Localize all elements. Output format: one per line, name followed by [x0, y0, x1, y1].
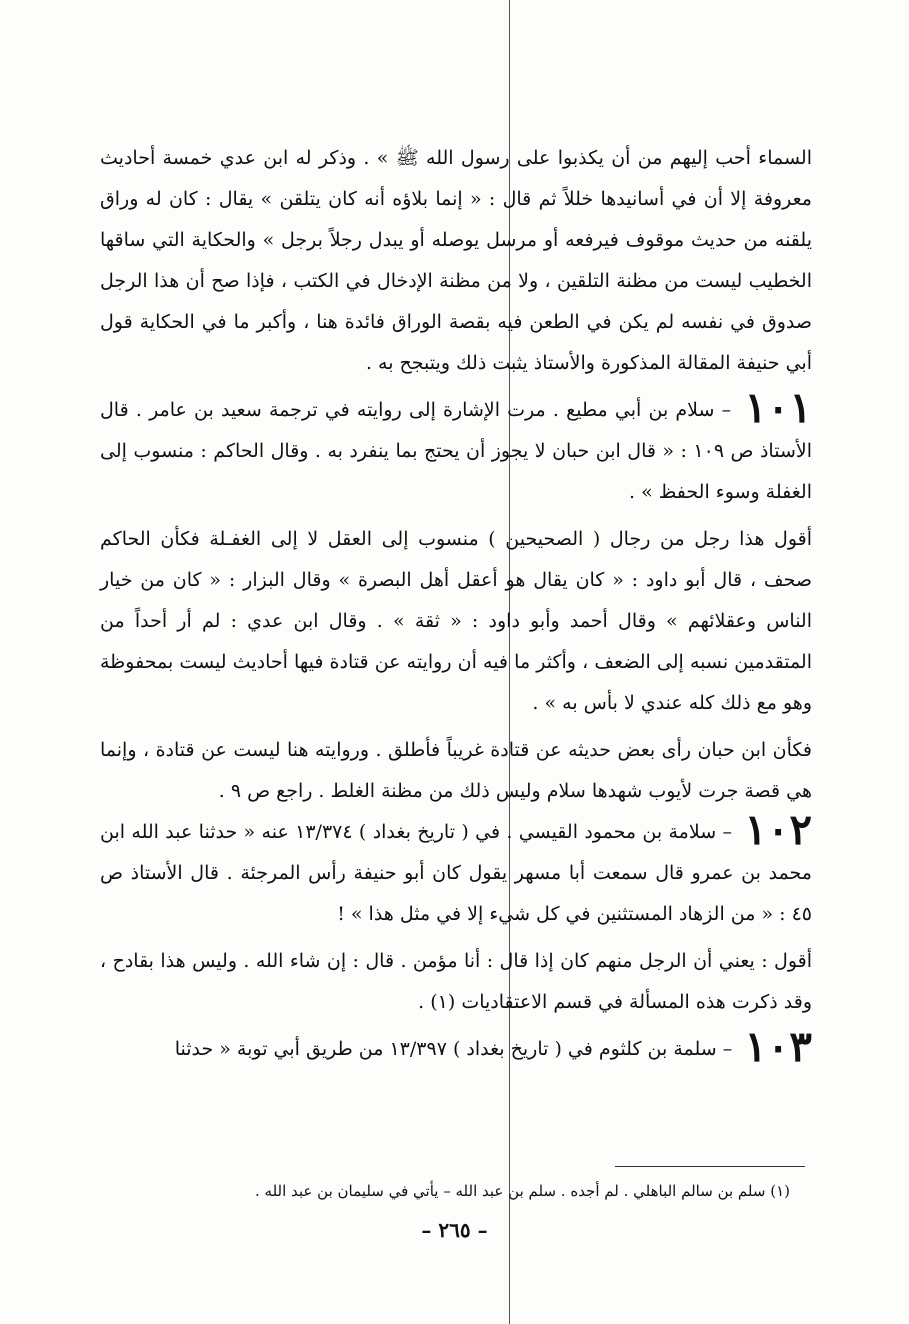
entry-number: ١٠١: [744, 383, 812, 432]
entry-101: [100, 383, 812, 513]
paragraph-text: – سلام بن أبي مطيع . مرت الإشارة إلى روايته في ترجمة سعيد بن عامر . قال الأستاذ ص ١٠٩ : « قال ابن حبان لا يجوز أن يحتج بما ينفرد به . وقال الحاكم : منسوب إلى الغفلة وسوء الحفظ » .: [100, 399, 812, 503]
entry-103: [100, 1022, 812, 1071]
page-number: – ٢٦٥ –: [421, 1218, 488, 1242]
paragraph-text: أقول : يعني أن الرجل منهم كان إذا قال : أنا مؤمن . قال : إن شاء الله . وليس هذا بقادح ، وقد ذكرت هذه المسألة في قسم الاعتقاديات (١) .: [100, 950, 812, 1013]
entry-number: ١٠٢: [744, 805, 813, 854]
paragraph-reply: [100, 941, 812, 1023]
entry-number: ١٠٣: [744, 1022, 812, 1071]
paragraph-text: فكأن ابن حبان رأى بعض حديثه عن قتادة غريباً فأطلق . وروايته هنا ليست عن قتادة ، وإنما هي قصة جرت لأيوب شهدها سلام وليس ذلك من مظنة الغلط . راجع ص ٩ .: [100, 739, 812, 802]
page-body: [100, 138, 812, 1070]
paragraph-ibn-hibban: [100, 730, 812, 812]
paragraph-text: – سلامة بن محمود القيسي . في ( تاريخ بغداد ) ١٣/٣٧٤ عنه « حدثنا عبد الله ابن محمد بن عمرو قال سمعت أبا مسهر يقول كان أبو حنيفة رأس المرجئة . قال الأستاذ ص ٤٥ : « من الزهاد المستثنين في كل شيء إلا في مثل هذا » !: [100, 821, 812, 925]
paragraph-text: – سلمة بن كلثوم في ( تاريخ بغداد ) ١٣/٣٩٧ من طريق أبي توبة « حدثنا: [174, 1038, 733, 1060]
paragraph-reply: [100, 519, 812, 724]
paragraph-text: السماء أحب إليهم من أن يكذبوا على رسول الله ﷺ » . وذكر له ابن عدي خمسة أحاديث معروفة إلا أن في أسانيدها خللاً ثم قال : « إنما بلاؤه أنه كان يتلقن » يقال : كان له وراق يلقنه من حديث موقوف فيرفعه أو مرسل يوصله أو يبدل رجلاً برجل » والحكاية التي ساقها الخطيب ليست من مظنة التلقين ، ولا من مظنة الإدخال في الكتب ، فإذا صح أن هذا الرجل صدوق في نفسه لم يكن في الطعن فيه بقصة الوراق فائدة هنا ، وأكبر ما في الحكاية قول أبي حنيفة المقالة المذكورة والأستاذ يثبت ذلك ويتبجح به .: [100, 147, 812, 374]
footnote-divider: [615, 1166, 805, 1167]
paragraph-text: أقول هذا رجل من رجال ( الصحيحين ) منسوب إلى العقل لا إلى الغفـلة فكأن الحاكم صحف ، قال أبو داود : « كان يقال هو أعقل أهل البصرة » وقال البزار : « كان من خيار الناس وعقلائهم » وقال أحمد وأبو داود : « ثقة » . وقال ابن عدي : لم أر أحداً من المتقدمين نسبه إلى الضعف ، وأكثر ما فيه أن روايته عن قتادة فيها أحاديث ليست بمحفوظة وهو مع ذلك كله عندي لا بأس به » .: [100, 528, 812, 714]
footnote: (١) سلم بن سالم الباهلي . لم أجده . سلم بن عبد الله – يأتي في سليمان بن عبد الله .: [255, 1182, 790, 1200]
entry-102: [100, 805, 813, 935]
paragraph-continuation: [100, 138, 812, 384]
